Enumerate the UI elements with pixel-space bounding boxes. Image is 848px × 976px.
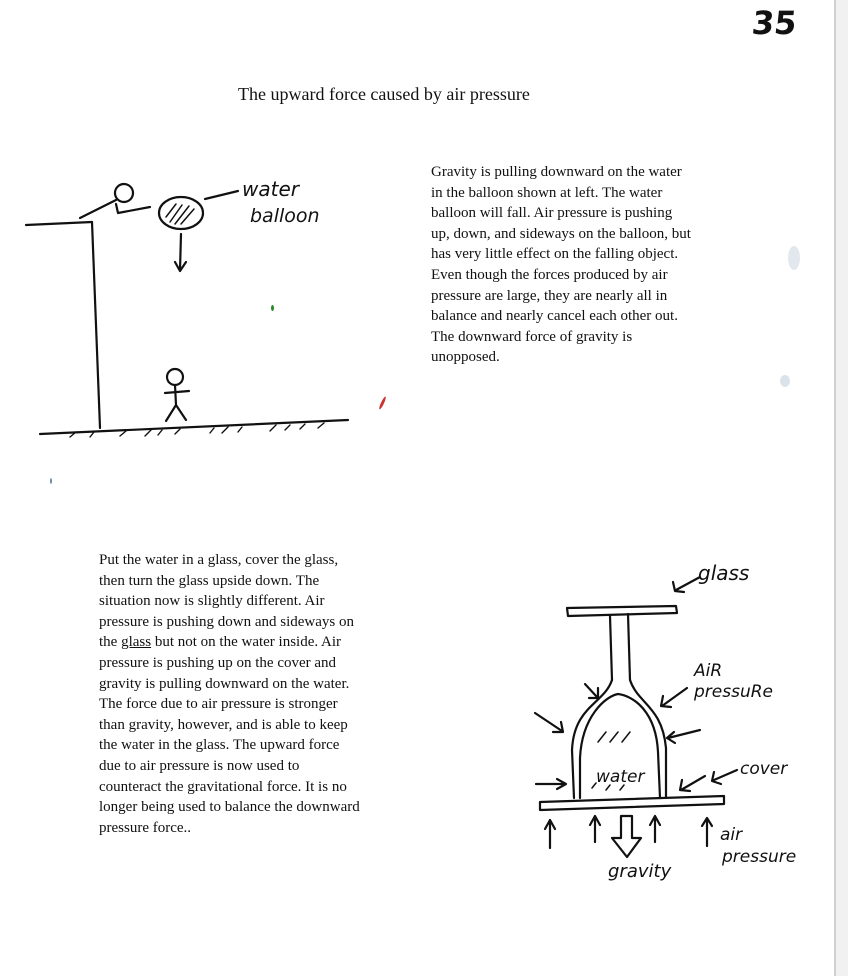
label-balloon: balloon <box>250 205 320 227</box>
air-arrow-4 <box>661 688 687 707</box>
up-arrow-3 <box>650 816 660 842</box>
para-1-line: balloon will fall. Air pressure is pushing <box>431 205 673 222</box>
para-2-line: The force due to air pressure is stronger <box>99 696 338 713</box>
gravity-hollow-arrow <box>612 816 641 857</box>
scan-speck <box>50 478 52 484</box>
label-water-glass: water <box>596 767 645 787</box>
label-air-top-2: pressuRe <box>694 682 773 702</box>
text-fragment: but not on the water inside. Air <box>151 634 342 651</box>
label-air-top-1: AiR <box>694 661 723 681</box>
air-arrow-5 <box>667 730 700 743</box>
para-1-line: The downward force of gravity is <box>431 328 633 345</box>
para-2-line: situation now is slightly different. Air <box>99 593 325 610</box>
label-cover: cover <box>740 759 788 779</box>
up-arrow-1 <box>545 820 555 848</box>
text-fragment: the <box>99 634 122 651</box>
glass-cover <box>540 796 724 810</box>
para-1-line: up, down, and sideways on the balloon, but <box>431 225 691 242</box>
para-1-line: has very little effect on the falling object. <box>431 246 679 263</box>
air-arrow-2 <box>535 713 563 732</box>
glass-base <box>567 606 677 616</box>
up-arrow-2 <box>590 816 600 842</box>
para-2-line: pressure is pushing up on the cover and <box>99 654 337 671</box>
label-water: water <box>242 177 299 201</box>
page-title: The upward force caused by air pressure <box>238 84 530 104</box>
glass-label-arrow <box>673 577 700 592</box>
label-air-bottom-2: pressure <box>722 847 797 867</box>
air-arrow-3 <box>536 779 566 789</box>
para-1-line: Gravity is pulling downward on the water <box>431 164 682 180</box>
para-1-line: in the balloon shown at left. The water <box>431 184 663 201</box>
cover-label-arrow <box>712 770 737 784</box>
para-2-line: than gravity, however, and is able to keep <box>99 716 348 733</box>
para-2-line: gravity is pulling downward on the water. <box>99 675 350 692</box>
air-arrow-1 <box>585 684 598 698</box>
para-1-line: unopposed. <box>431 349 500 366</box>
para-1-line: balance and nearly cancel each other out. <box>431 308 678 325</box>
label-gravity: gravity <box>608 861 672 882</box>
para-1-line: pressure are large, they are nearly all in <box>431 287 668 304</box>
scan-speck <box>780 375 790 387</box>
para-2-line: Put the water in a glass, cover the glass, <box>99 552 339 568</box>
underlined-word: glass <box>121 634 152 651</box>
para-2-line: pressure is pushing down and sideways on <box>99 613 354 630</box>
para-1-line: Even though the forces produced by air <box>431 266 668 283</box>
para-2-line: then turn the glass upside down. The <box>99 572 320 589</box>
para-2-line: pressure force.. <box>99 819 192 836</box>
scan-speck <box>788 246 800 270</box>
up-arrow-4 <box>702 818 712 846</box>
label-air-bottom-1: air <box>720 825 743 845</box>
para-2-line: longer being used to balance the downward <box>99 799 360 816</box>
air-arrow-6 <box>680 776 705 791</box>
scan-speck <box>271 305 274 311</box>
para-2-line: the water in the glass. The upward force <box>99 737 340 754</box>
para-2-line: due to air pressure is now used to <box>99 757 300 774</box>
page-number: 35 <box>750 4 799 42</box>
para-2-line: counteract the gravitational force. It is no <box>99 778 347 795</box>
label-glass: glass <box>698 561 750 585</box>
glass-stem <box>610 614 630 680</box>
